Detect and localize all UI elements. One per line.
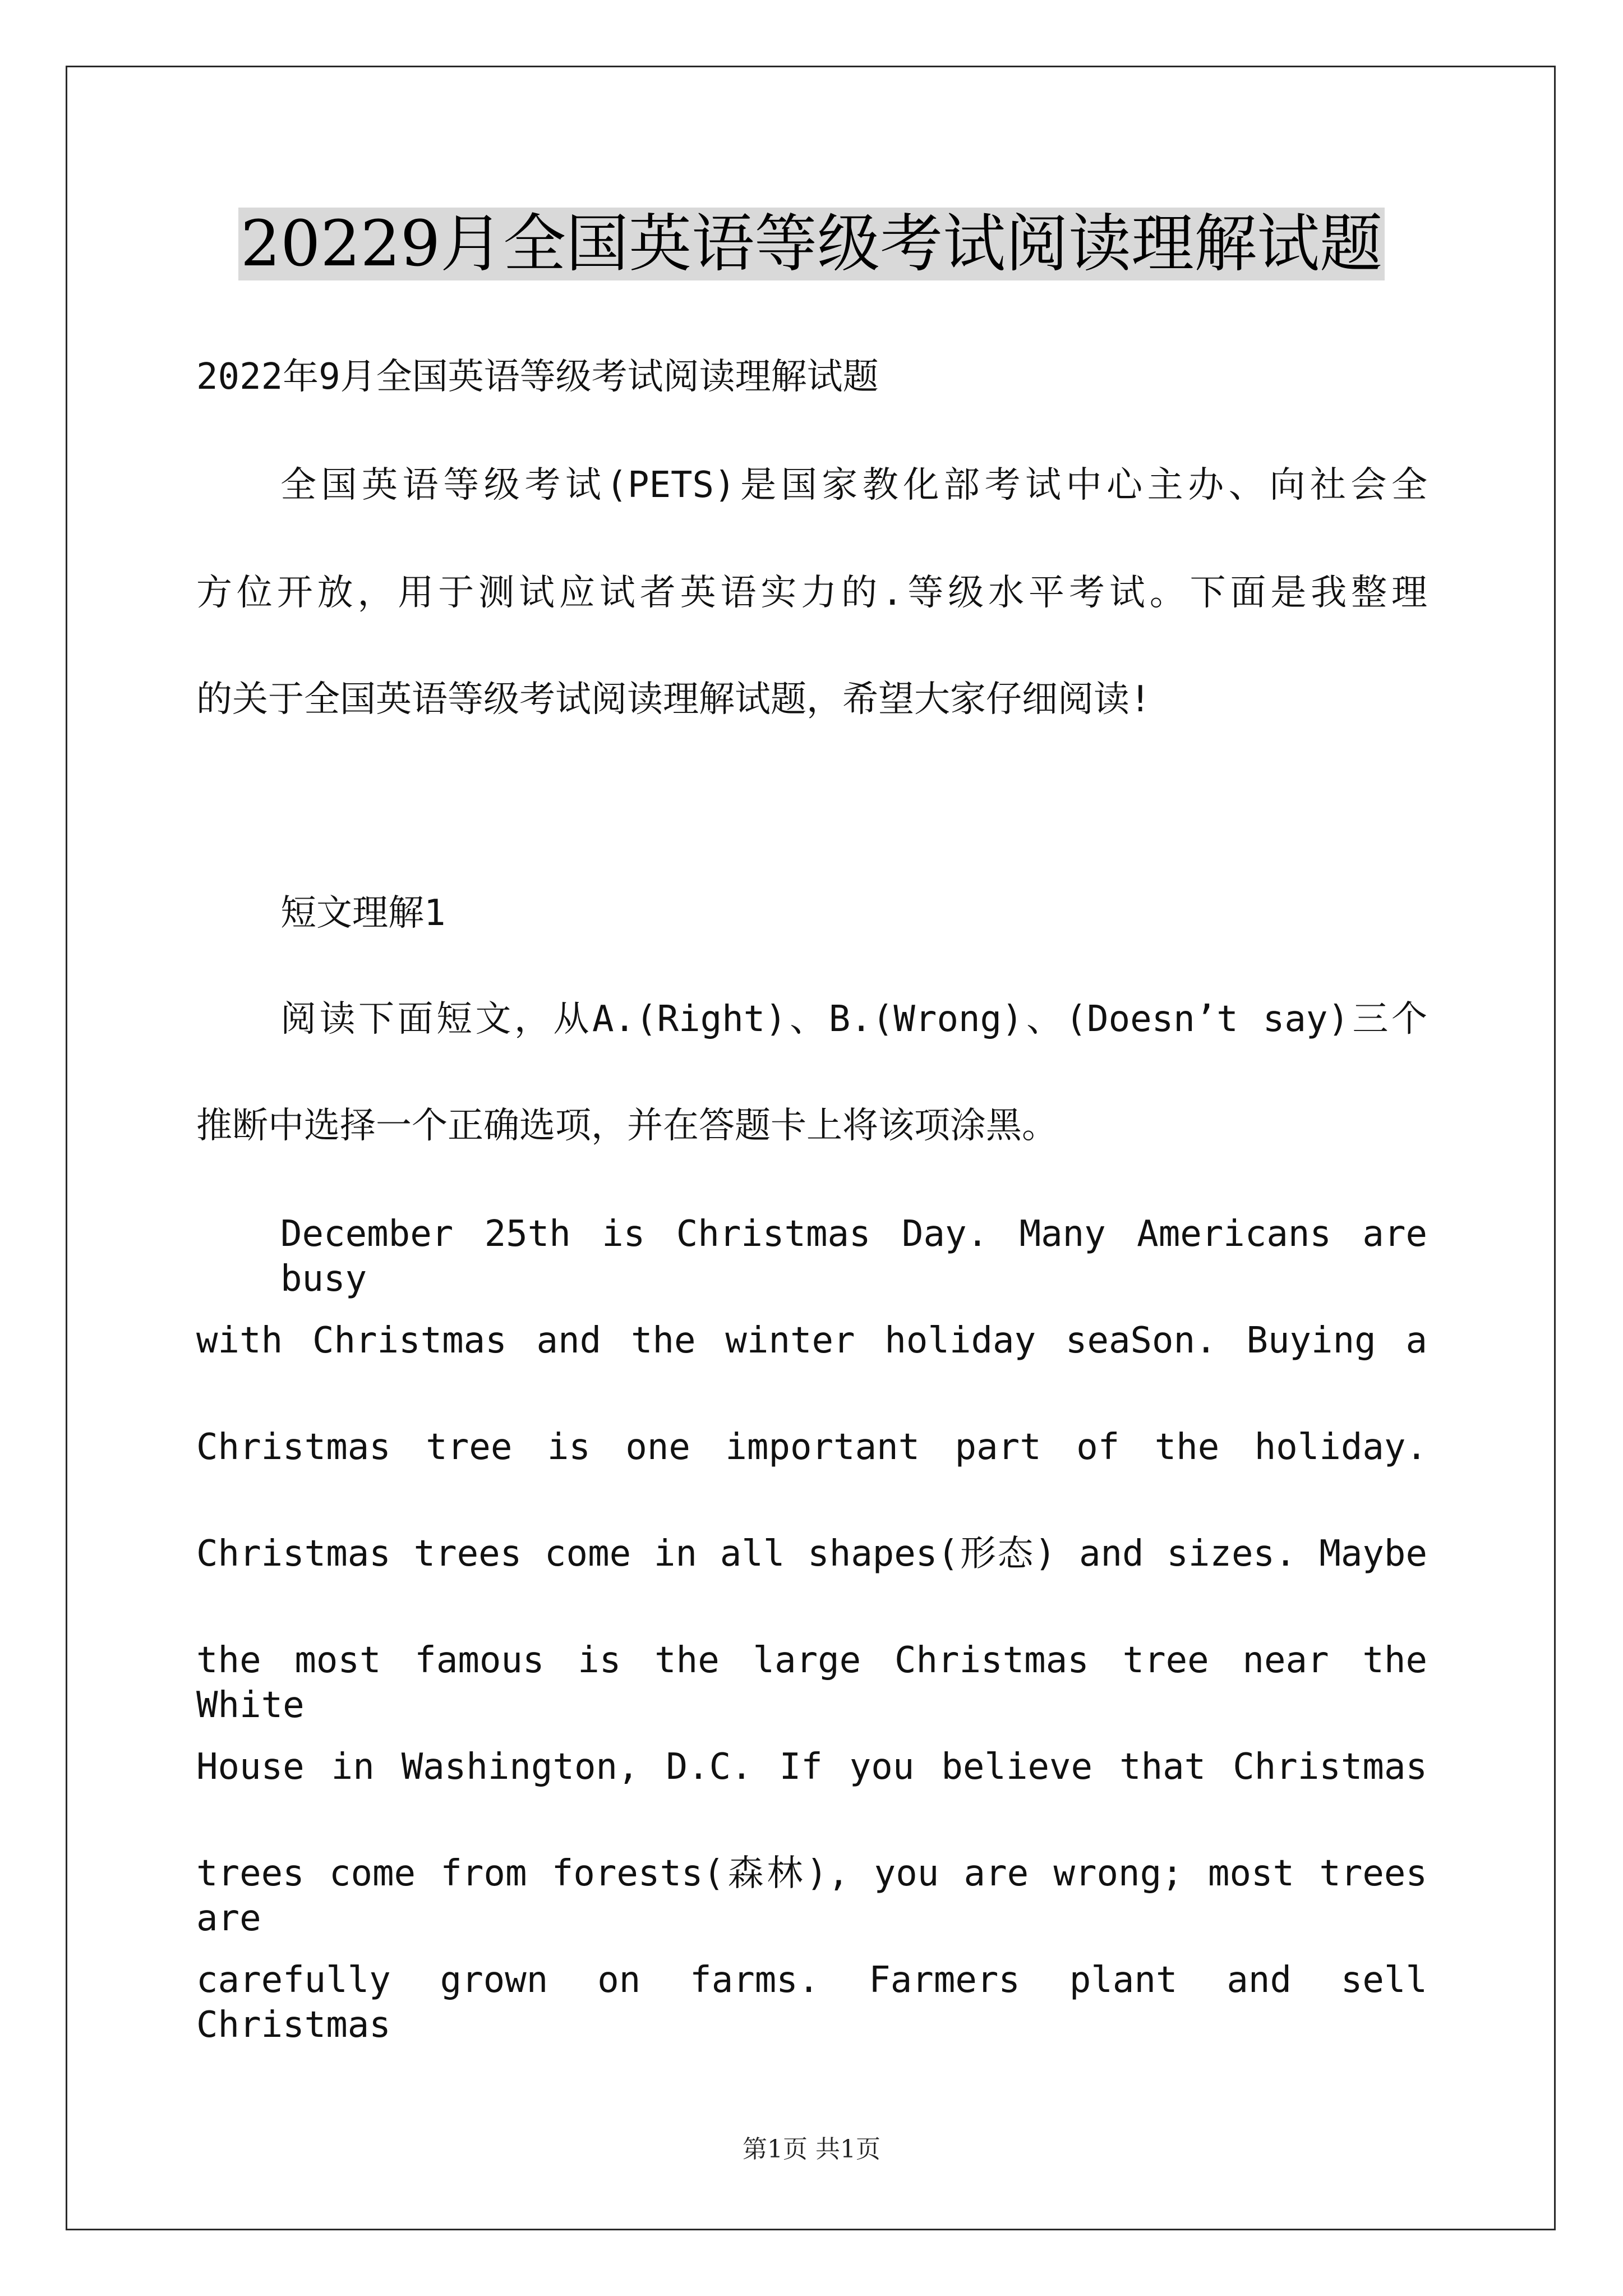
passage-line: House in Washington, D.C. If you believe that Christmas — [196, 1746, 1427, 1788]
page-footer — [0, 2129, 1623, 2165]
passage-line: December 25th is Christmas Day. Many Americans are busy — [280, 1213, 1427, 1300]
instruction-line: 阅读下面短文，从A.(Right)、B.(Wrong)、(Doesn’t say)三个 — [280, 999, 1427, 1040]
subtitle-line: 2022年9月全国英语等级考试阅读理解试题 — [196, 356, 879, 398]
document-title-text: 20229月全国英语等级考试阅读理解试题 — [238, 208, 1385, 280]
section-heading: 短文理解1 — [280, 892, 446, 934]
passage-line: trees come from forests(森林), you are wrong; most trees are — [196, 1853, 1427, 1939]
passage-line: Christmas tree is one important part of the holiday. — [196, 1427, 1427, 1468]
passage-line: Christmas trees come in all shapes(形态) and sizes. Maybe — [196, 1533, 1427, 1575]
document-title — [0, 208, 1623, 280]
intro-line: 全国英语等级考试(PETS)是国家教化部考试中心主办、向社会全 — [280, 464, 1427, 506]
passage-line: the most famous is the large Christmas tree near the White — [196, 1640, 1427, 1726]
intro-line: 的关于全国英语等级考试阅读理解试题，希望大家仔细阅读! — [196, 679, 1151, 720]
passage-line: carefully grown on farms. Farmers plant and sell Christmas — [196, 1959, 1427, 2046]
intro-line: 方位开放，用于测试应试者英语实力的.等级水平考试。下面是我整理 — [196, 572, 1427, 614]
passage-line: with Christmas and the winter holiday seaSon. Buying a — [196, 1320, 1427, 1361]
page-number-label: 第1页 共1页 — [743, 2135, 880, 2164]
instruction-line: 推断中选择一个正确选项，并在答题卡上将该项涂黑。 — [196, 1105, 1058, 1147]
